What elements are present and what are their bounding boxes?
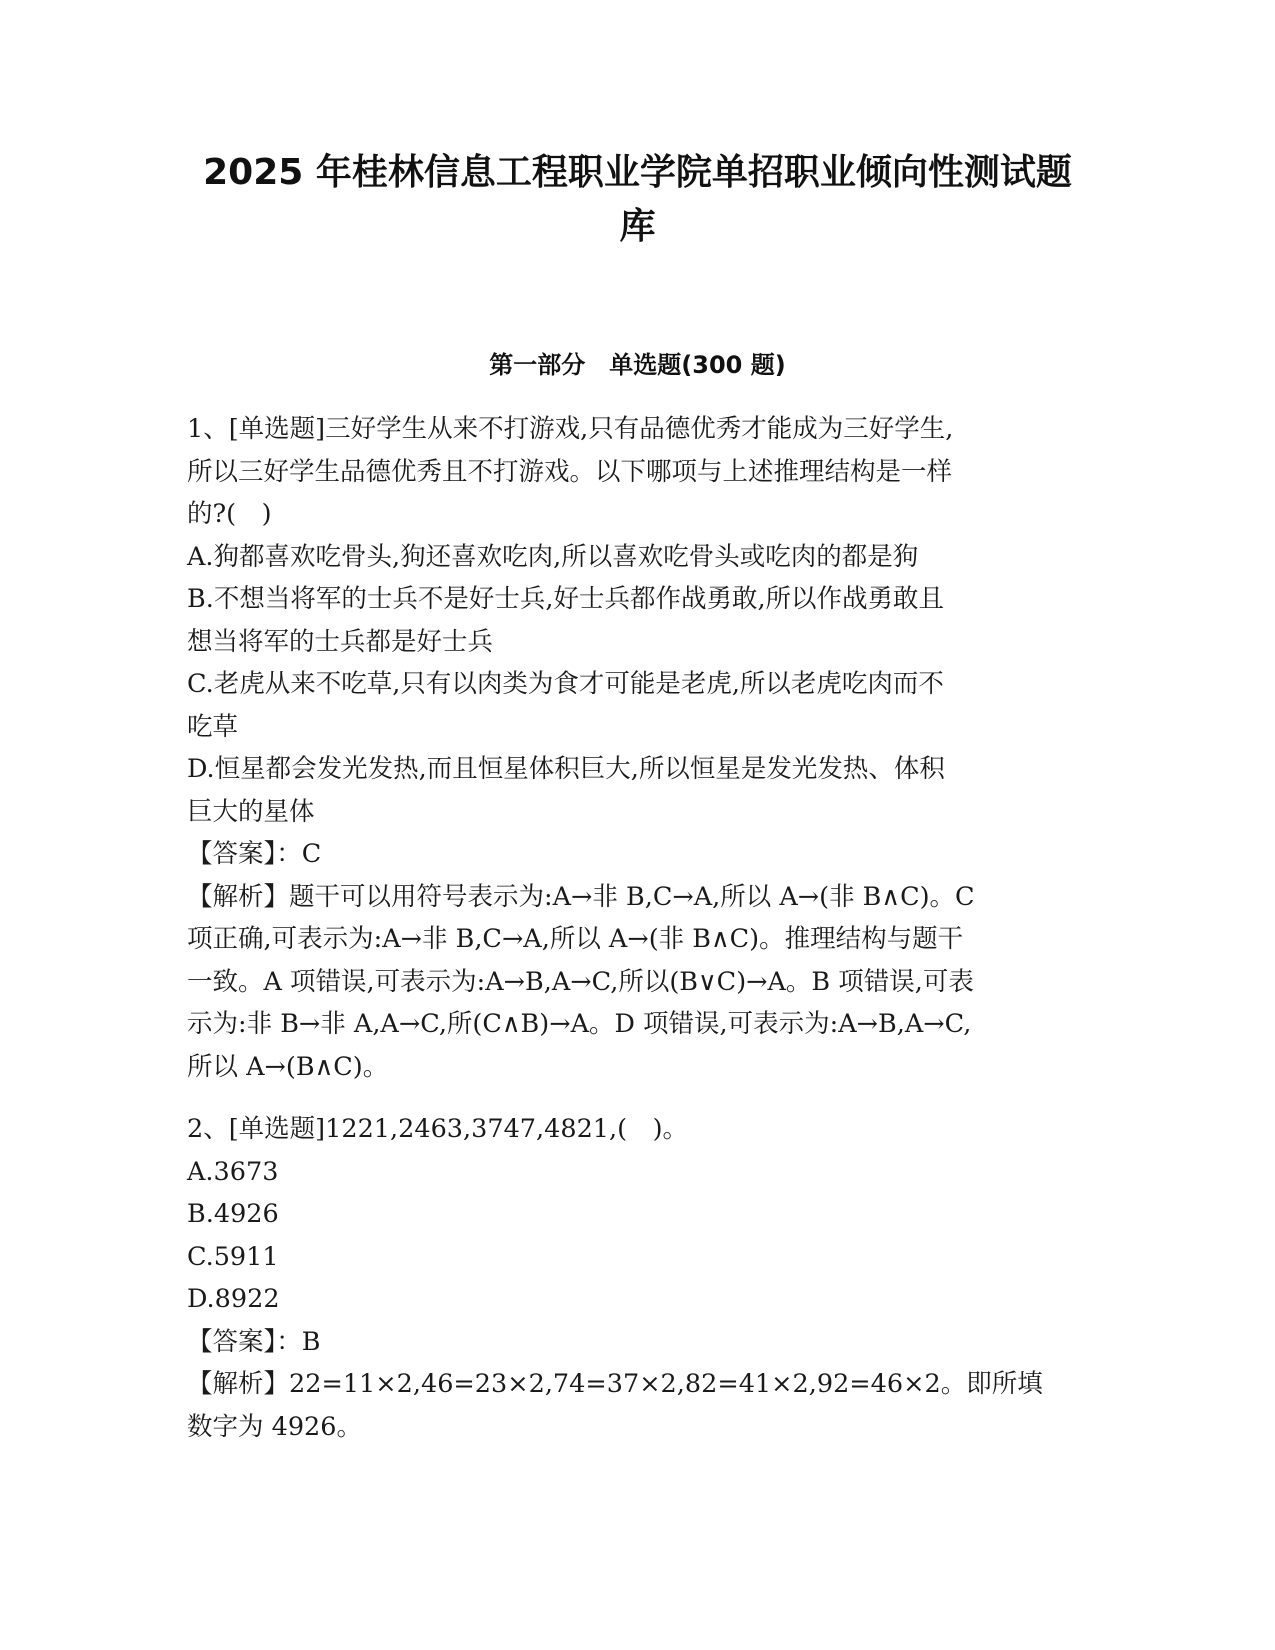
analysis-line: 所以 A→(B∧C)。 bbox=[187, 1051, 389, 1082]
option-b: B.不想当将军的士兵不是好士兵,好士兵都作战勇敢,所以作战勇敢且 bbox=[187, 584, 945, 614]
option-d-continued: 巨大的星体 bbox=[187, 796, 315, 827]
title-line: 库 bbox=[619, 206, 656, 247]
analysis-line: 项正确,可表示为:A→非 B,C→A,所以 A→(非 B∧C)。推理结构与题干 bbox=[187, 924, 964, 954]
answer-line bbox=[187, 833, 1087, 876]
question-stem-line: 所以三好学生品德优秀且不打游戏。以下哪项与上述推理结构是一样 bbox=[187, 456, 953, 487]
analysis-label: 【解析】 bbox=[187, 1369, 290, 1399]
analysis-line bbox=[187, 1363, 1087, 1406]
answer-value: ：B bbox=[276, 1326, 321, 1357]
document-title bbox=[150, 146, 1125, 254]
option-d: D.恒星都会发光发热,而且恒星体积巨大,所以恒星是发光发热、体积 bbox=[187, 754, 945, 784]
analysis-line: 示为:非 B→非 A,A→C,所(C∧B)→A。D 项错误,可表示为:A→B,A→C, bbox=[187, 1009, 972, 1039]
title-line: 2025 年桂林信息工程职业学院单招职业倾向性测试题 bbox=[203, 152, 1072, 193]
analysis-line: 数字为 4926。 bbox=[187, 1411, 363, 1442]
option-d: D.8922 bbox=[187, 1284, 280, 1314]
answer-value: ：C bbox=[276, 839, 322, 869]
question-stem-line: 1、[单选题]三好学生从来不打游戏,只有品德优秀才能成为三好学生, bbox=[187, 414, 954, 444]
question-stem-line: 2、[单选题]1221,2463,3747,4821,( )。 bbox=[187, 1114, 689, 1144]
answer-line bbox=[187, 1321, 1087, 1364]
answer-label: 【答案】 bbox=[187, 839, 277, 869]
question-list bbox=[187, 408, 1087, 1448]
option-c: C.5911 bbox=[187, 1241, 279, 1272]
option-c: C.老虎从来不吃草,只有以肉类为食才可能是老虎,所以老虎吃肉而不 bbox=[187, 669, 944, 699]
answer-label: 【答案】 bbox=[187, 1326, 277, 1357]
question-item bbox=[187, 1108, 1087, 1448]
analysis-line bbox=[187, 876, 1087, 919]
option-a: A.狗都喜欢吃骨头,狗还喜欢吃肉,所以喜欢吃骨头或吃肉的都是狗 bbox=[187, 541, 919, 572]
option-b: B.4926 bbox=[187, 1199, 279, 1229]
question-stem-line: 的?( ) bbox=[187, 499, 272, 529]
section-heading: 第一部分 单选题(300 题) bbox=[489, 351, 786, 379]
question-item bbox=[187, 408, 1087, 1088]
analysis-label: 【解析】 bbox=[187, 881, 290, 912]
analysis-line: 一致。A 项错误,可表示为:A→B,A→C,所以(B∨C)→A。B 项错误,可表 bbox=[187, 966, 974, 997]
option-c-continued: 吃草 bbox=[187, 711, 239, 742]
option-b-continued: 想当将军的士兵都是好士兵 bbox=[187, 626, 494, 657]
analysis-text: 题干可以用符号表示为:A→非 B,C→A,所以 A→(非 B∧C)。C bbox=[289, 881, 975, 912]
option-a: A.3673 bbox=[187, 1156, 279, 1187]
analysis-text: 22=11×2,46=23×2,74=37×2,82=41×2,92=46×2。即所填 bbox=[289, 1369, 1043, 1399]
